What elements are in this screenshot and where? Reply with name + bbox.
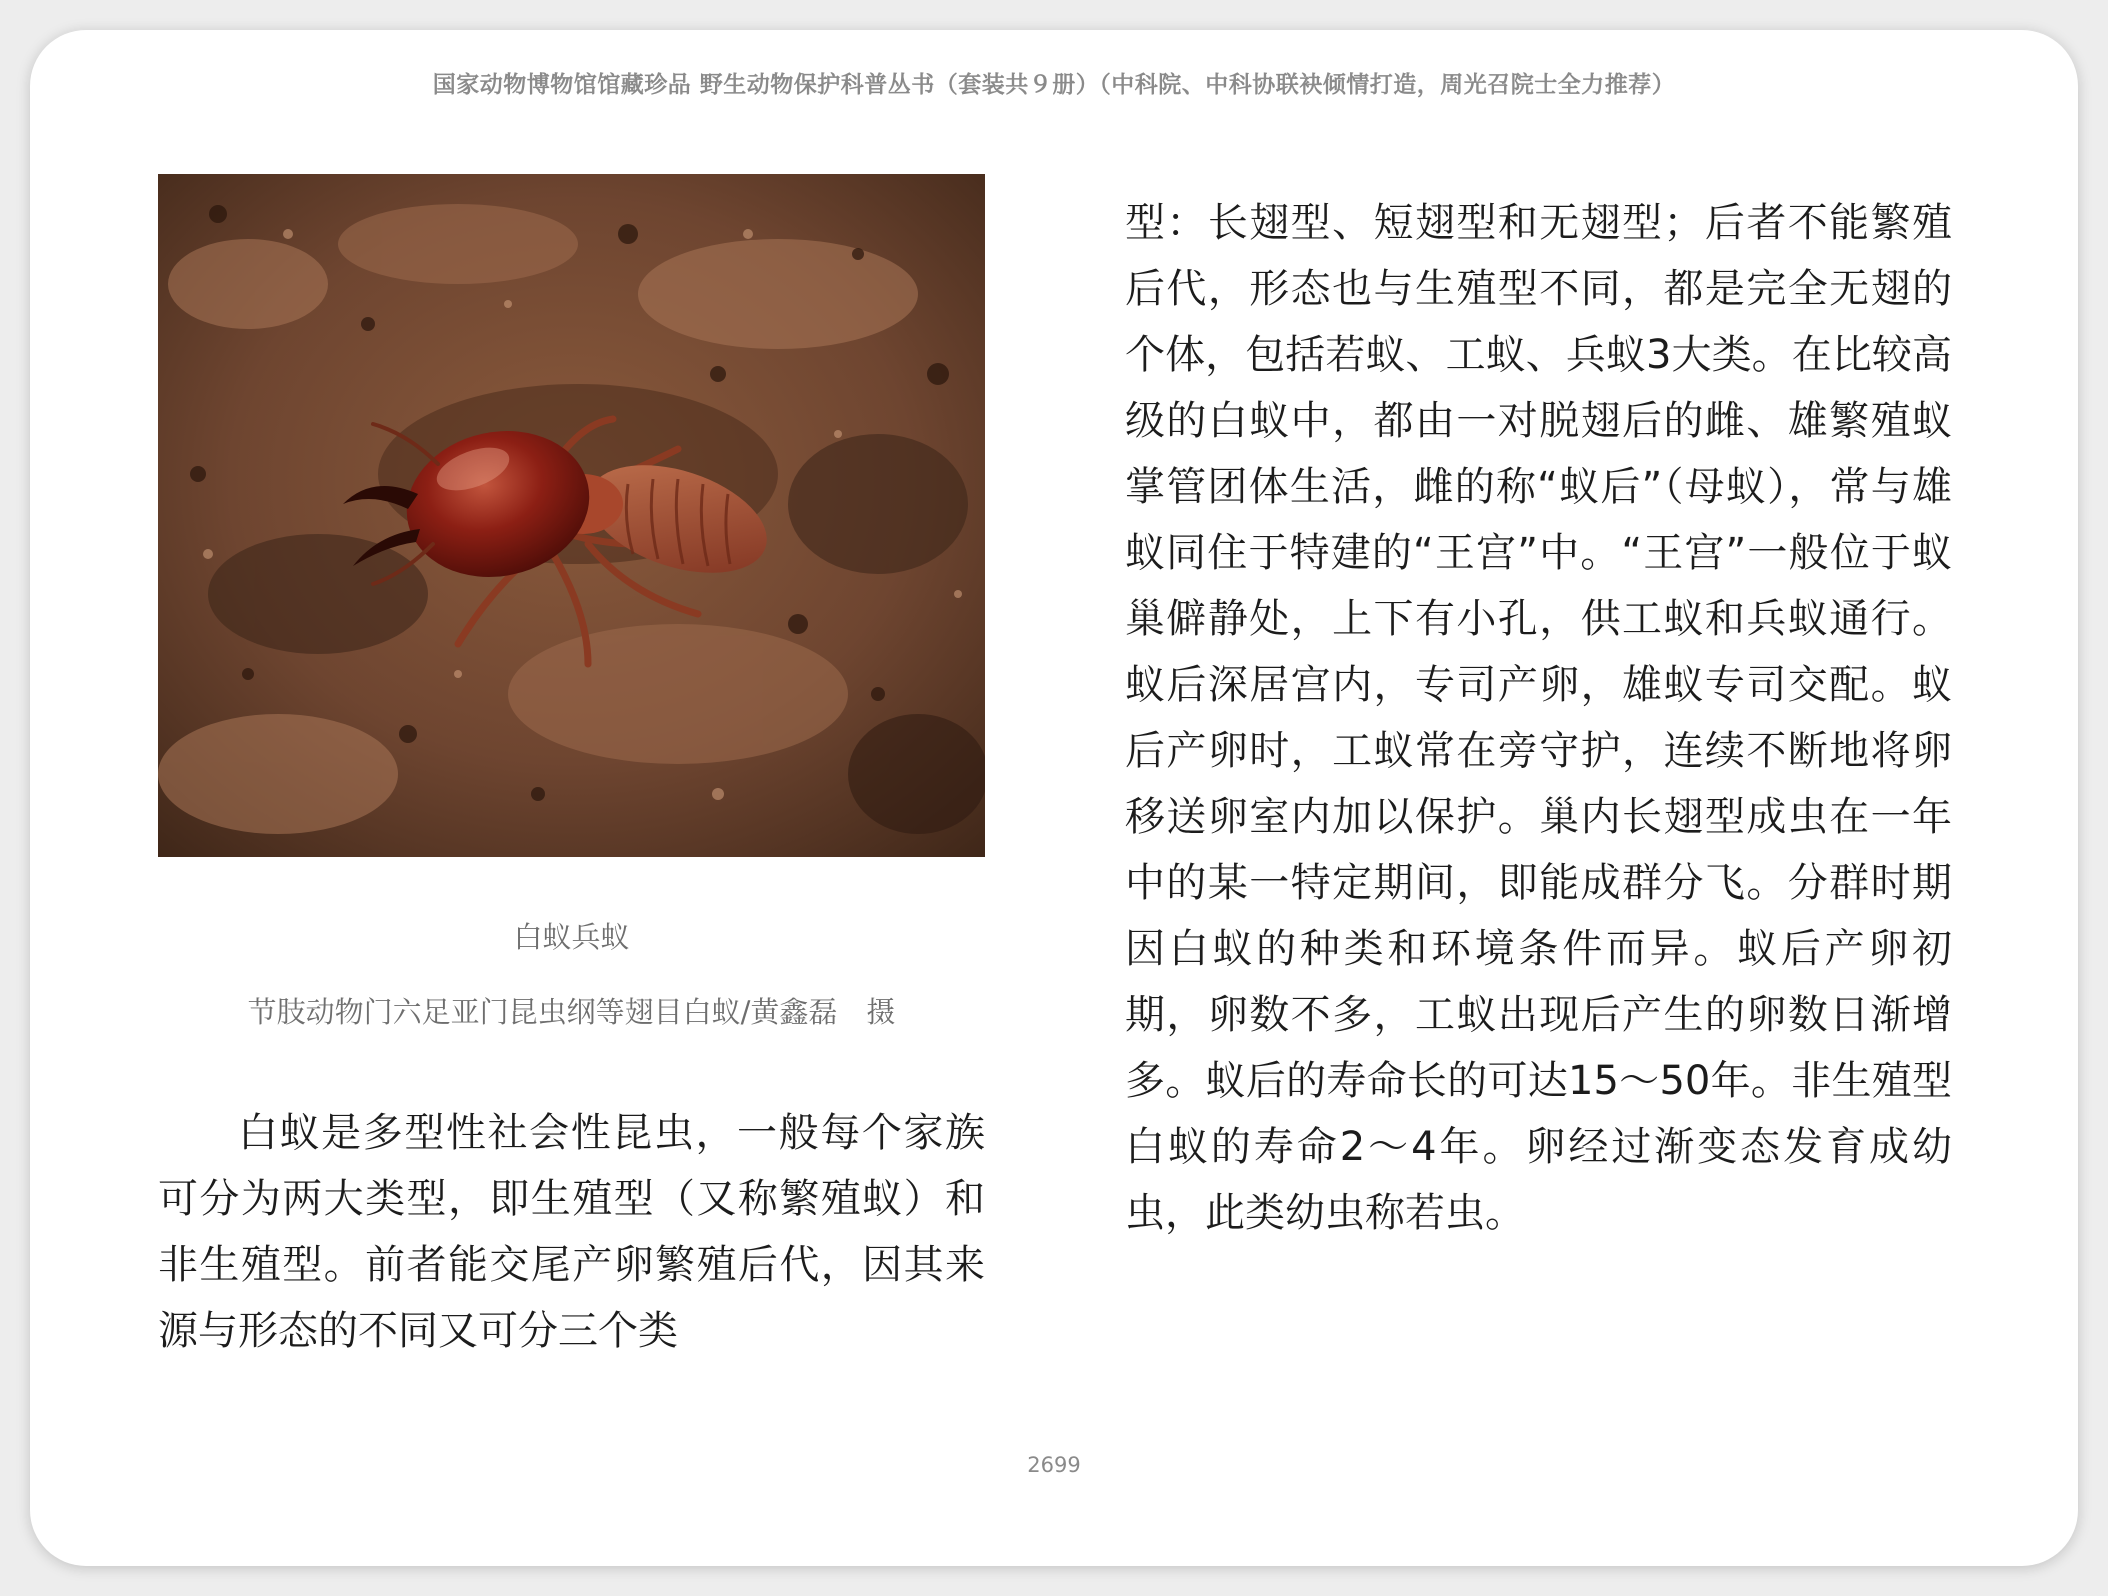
page-number: 2699 — [1027, 1453, 1081, 1477]
figure-credit: 节肢动物门六足亚门昆虫纲等翅目白蚁/黄鑫磊 摄 — [247, 995, 896, 1029]
body-paragraph-left: 白蚁是多型性社会性昆虫，一般每个家族可分为两大类型，即生殖型（又称繁殖蚁）和非生殖型。前者能交尾产卵繁殖后代，因其来源与形态的不同又可分三个类 — [158, 1110, 985, 1354]
photo-illustration — [158, 174, 985, 857]
termite-soldier-photo — [158, 174, 985, 857]
figure-caption: 白蚁兵蚁 — [513, 920, 630, 954]
body-paragraph-right: 型：长翅型、短翅型和无翅型；后者不能繁殖后代，形态也与生殖型不同，都是完全无翅的个体，包括若蚁、工蚁、兵蚁3大类。在比较高级的白蚁中，都由一对脱翅后的雌、雄繁殖蚁掌管团体生活，雌的称“蚁后”（母蚁），常与雄蚁同住于特建的“王宫”中。“王宫”一般位于蚁巢僻静处，上下有小孔，供工蚁和兵蚁通行。蚁后深居宫内，专司产卵，雄蚁专司交配。蚁后产卵时，工蚁常在旁守护，连续不断地将卵移送卵室内加以保护。巢内长翅型成虫在一年中的某一特定期间，即能成群分飞。分群时期因白蚁的种类和环境条件而异。蚁后产卵初期，卵数不多，工蚁出现后产生的卵数日渐增多。蚁后的寿命长的可达15～50年。非生殖型白蚁的寿命2～4年。卵经过渐变态发育成幼虫，此类幼虫称若虫。 — [1125, 200, 1952, 1236]
reader-page — [30, 30, 2078, 1566]
book-title-header: 国家动物博物馆馆藏珍品 野生动物保护科普丛书（套装共９册）（中科院、中科协联袂倾情打造，周光召院士全力推荐） — [432, 72, 1676, 98]
